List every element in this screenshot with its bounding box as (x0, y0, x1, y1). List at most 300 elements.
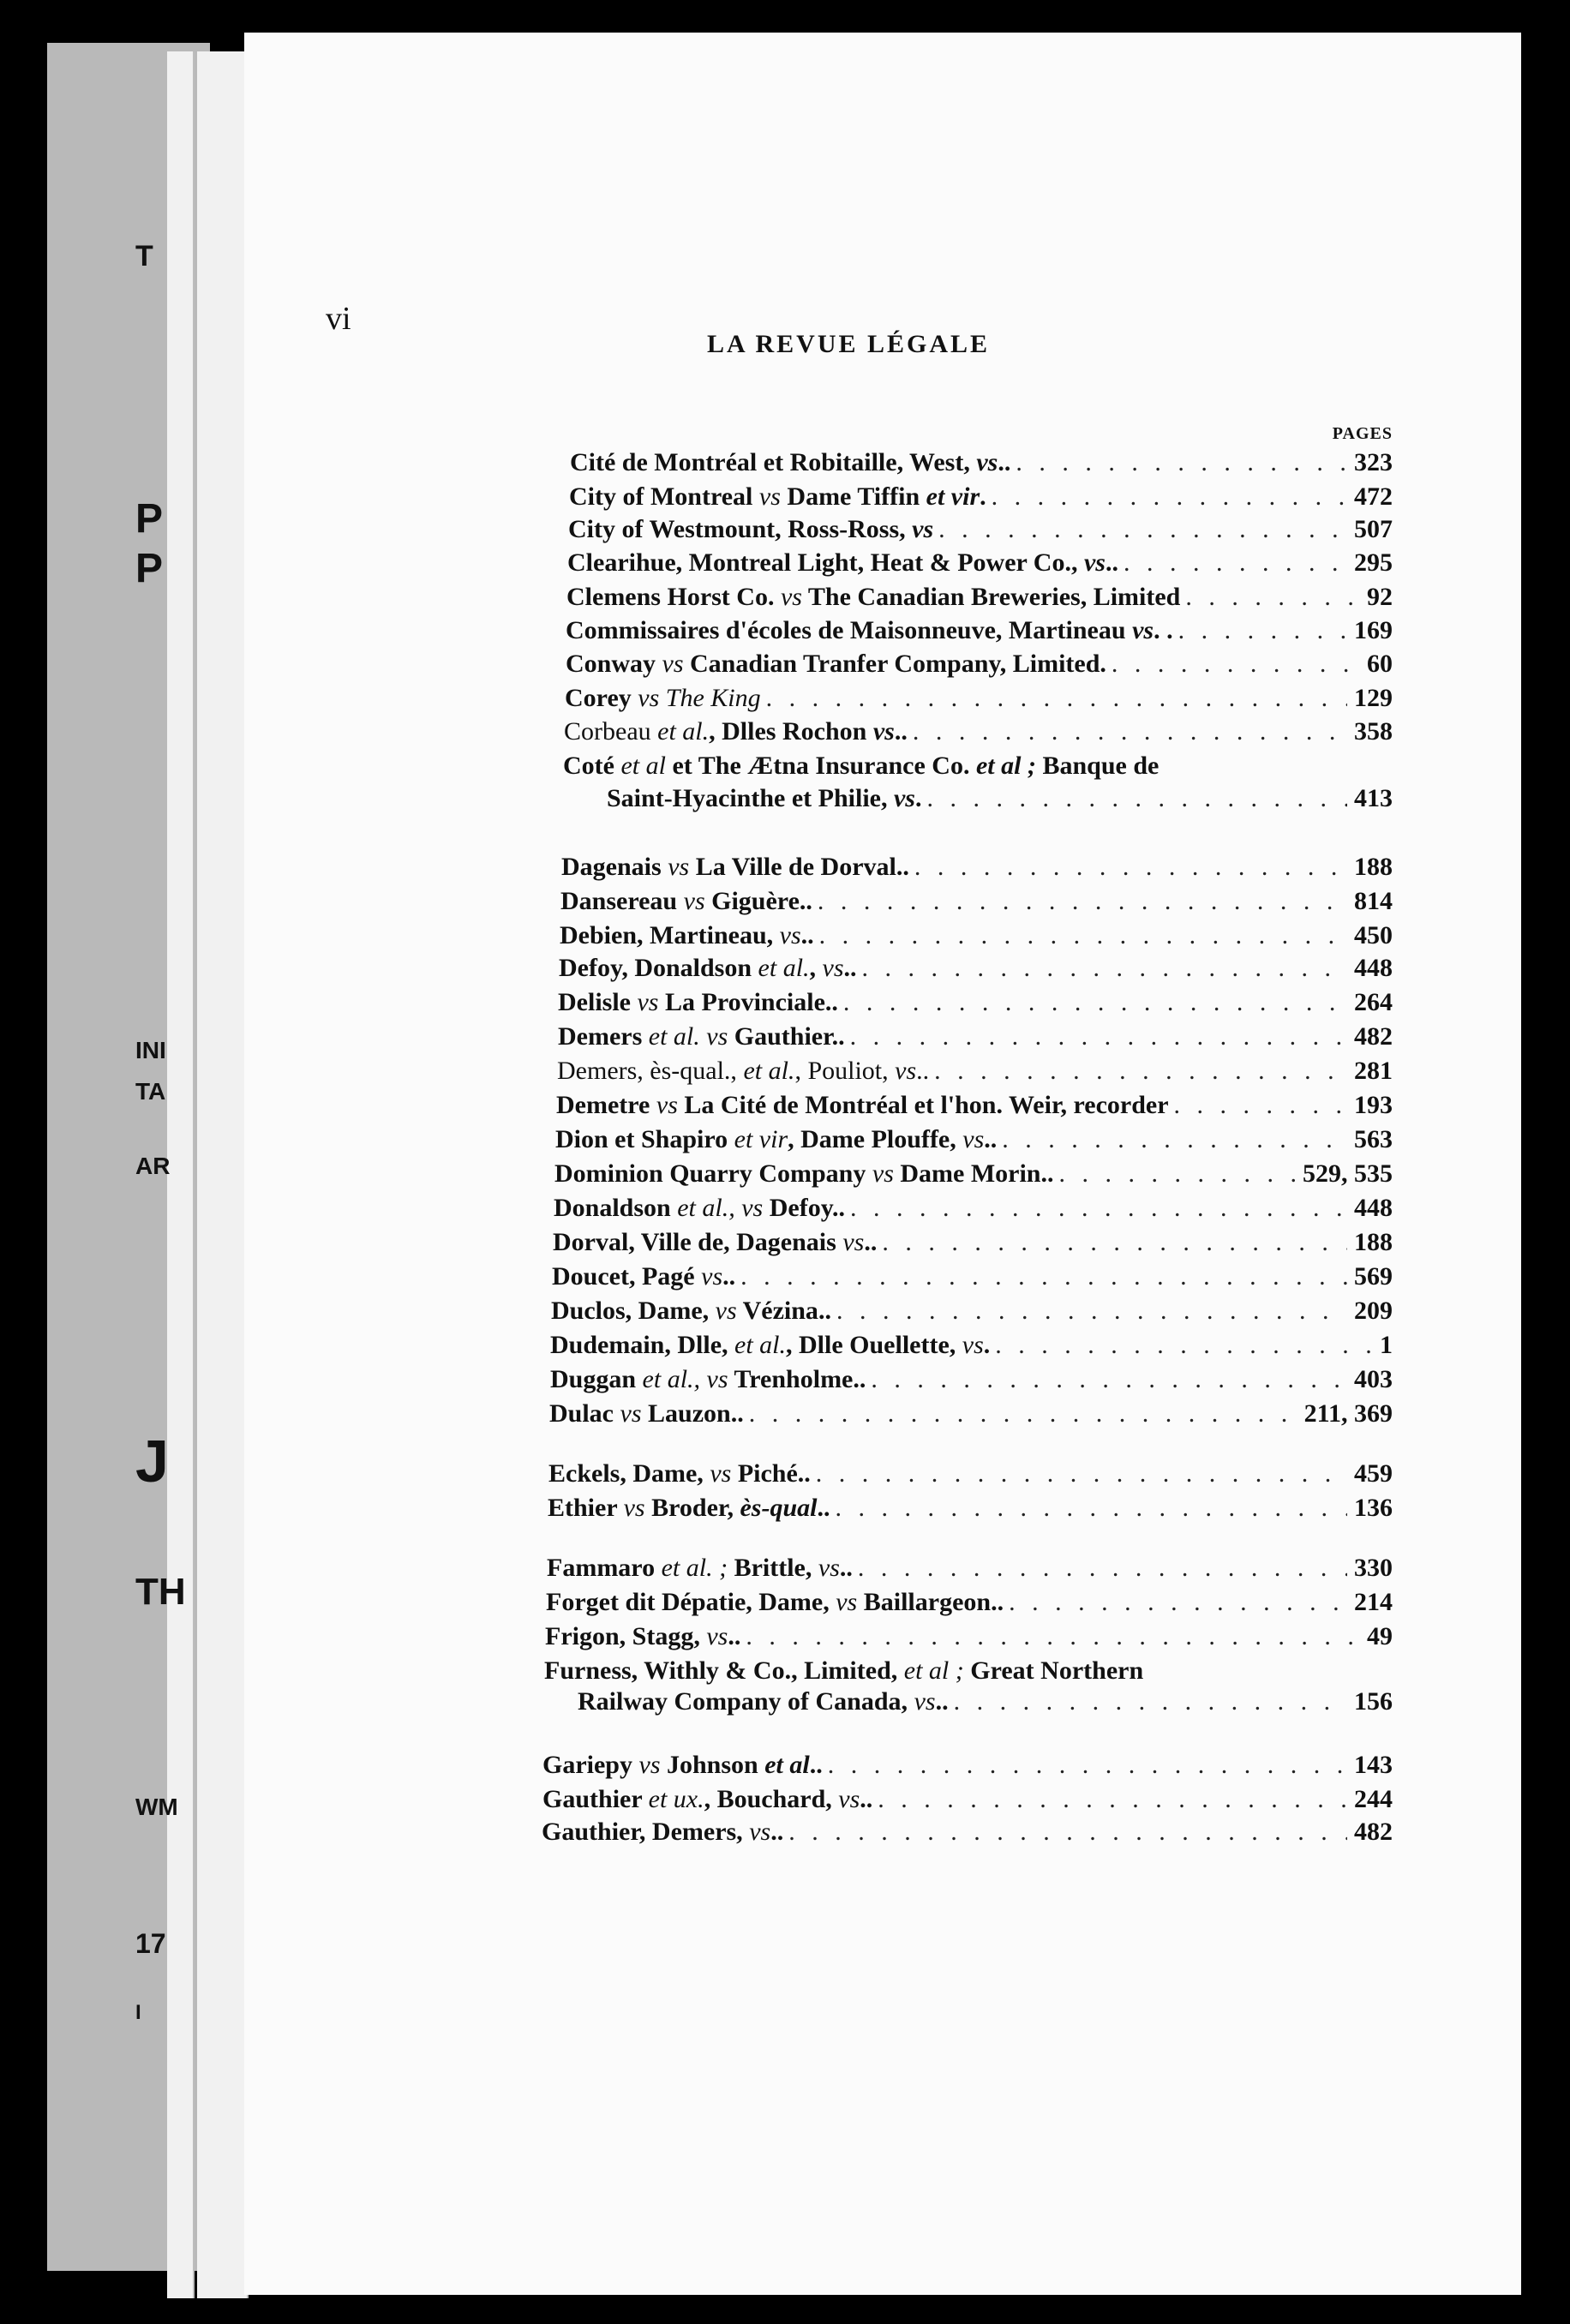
case-name-part: Piché (731, 1459, 798, 1488)
case-name-part: vs (962, 1331, 984, 1359)
case-name-part: .. (998, 448, 1011, 476)
page-reference: 211, 369 (1303, 1399, 1393, 1428)
case-name-part: .. (730, 1399, 744, 1428)
case-name-part: Gauthier (728, 1022, 832, 1051)
case-name-part: vs (715, 1297, 737, 1325)
case-name-part: .. (770, 1818, 784, 1846)
case-name-part: et al. (758, 954, 810, 982)
case-name-part: Eckels, Dame, (548, 1459, 710, 1488)
case-name-part: Dion et Shapiro (555, 1125, 734, 1153)
page-reference: 143 (1354, 1751, 1393, 1779)
case-name-part: .. (894, 717, 908, 746)
case-entry (566, 614, 1393, 648)
case-entry (565, 681, 1393, 716)
case-name-part: , Dlle Ouellette, (786, 1331, 962, 1359)
case-entry (550, 1328, 1393, 1363)
case-entry (567, 546, 1393, 580)
case-name (542, 1815, 783, 1849)
case-name-part: .. (824, 988, 838, 1016)
dot-leader (783, 1815, 1347, 1849)
case-name-part: vs (638, 1751, 661, 1779)
case-name-part: .. (799, 887, 812, 915)
page-reference: 529, 535 (1303, 1159, 1393, 1188)
case-name-part: vs (872, 717, 895, 746)
dot-leader (744, 1397, 1297, 1431)
case-entry (542, 1782, 1393, 1817)
case-name (550, 1363, 866, 1397)
case-name-part: , Dlles Rochon (709, 717, 873, 746)
page-reference: 92 (1367, 583, 1393, 611)
case-entry (578, 1685, 1393, 1719)
case-name-part: Dagenais (561, 853, 668, 881)
case-name-part: et al. (734, 1331, 787, 1359)
page-reference: 214 (1354, 1588, 1393, 1616)
dot-leader (872, 1782, 1347, 1817)
case-name-part: .. (843, 954, 857, 982)
dot-leader (845, 1020, 1347, 1054)
case-name-part: Gariepy (542, 1751, 639, 1779)
page-reference: 264 (1354, 988, 1393, 1016)
case-name-part: La Cité de Montréal et l'hon. Weir, recorder (677, 1091, 1169, 1119)
case-name (544, 1654, 1143, 1688)
case-name-part: .. (831, 1022, 845, 1051)
dot-leader (929, 1054, 1347, 1088)
page-reference: 450 (1354, 921, 1393, 949)
dot-leader (814, 919, 1347, 953)
page-reference: 60 (1367, 650, 1393, 678)
case-name-part: Trenholme (728, 1365, 854, 1393)
case-name (551, 1294, 831, 1328)
case-name (554, 1191, 845, 1225)
case-name-part: vs (976, 448, 998, 476)
case-name-part: .. (1040, 1159, 1054, 1188)
case-name-part: et al (620, 752, 666, 780)
case-name-part: La Provinciale (658, 988, 825, 1016)
left-page-fragment: TA (135, 1078, 166, 1105)
case-name-part: Johnson (660, 1751, 765, 1779)
dot-leader (823, 1748, 1347, 1782)
case-entry (566, 580, 1393, 614)
case-name-part: Gauthier (542, 1785, 649, 1813)
case-name-part: Dame Morin (893, 1159, 1041, 1188)
case-name-part: vs (701, 1262, 723, 1291)
case-name-part: City of Westmount, Ross-Ross, (568, 515, 913, 543)
case-name-part: Banque de (1035, 752, 1160, 780)
case-name-part: vs (1132, 616, 1154, 644)
case-entry (569, 480, 1393, 514)
case-name-part: Vézina (736, 1297, 818, 1325)
case-entry (560, 884, 1393, 919)
case-name-part: . . (1154, 616, 1173, 644)
case-name (550, 1328, 990, 1363)
case-name-part: et al (764, 1751, 810, 1779)
case-name-part: Defoy, Donaldson (559, 954, 758, 982)
dot-leader (908, 715, 1347, 749)
case-name-part: The Canadian Breweries, Limited (801, 583, 1181, 611)
running-title: LA REVUE LÉGALE (706, 330, 991, 358)
case-entry (570, 446, 1393, 480)
case-name-part: Canadian Tranfer Company, Limited (683, 650, 1100, 678)
case-name-part: et al., vs (677, 1194, 764, 1222)
case-name-part: vs (637, 988, 659, 1016)
case-name-part: Brittle, (728, 1554, 818, 1582)
case-entry (566, 647, 1393, 681)
page-reference: 448 (1354, 1194, 1393, 1222)
dot-leader (986, 480, 1347, 514)
page-reference: 814 (1354, 887, 1393, 915)
dot-leader (1173, 614, 1347, 648)
case-name-part: . (1100, 650, 1106, 678)
left-page-fragment: J (135, 1428, 169, 1494)
case-name-part: et vir (734, 1125, 788, 1153)
page-reference: 403 (1354, 1365, 1393, 1393)
case-entry (544, 1654, 1393, 1688)
case-name-part: Dominion Quarry Company (554, 1159, 872, 1188)
case-name-part: vs (912, 515, 934, 543)
case-name-part: et al. vs (648, 1022, 728, 1051)
case-name-part: Clearihue, Montreal Light, Heat & Power Co., (567, 548, 1084, 577)
case-name (560, 919, 814, 953)
case-name-part: Dudemain, Dlle, (550, 1331, 735, 1359)
case-name (566, 580, 1180, 614)
dot-leader (990, 1328, 1373, 1363)
page-reference: 482 (1354, 1818, 1393, 1846)
page-reference: 413 (1354, 784, 1393, 812)
dot-leader (857, 951, 1347, 985)
case-name-part: Saint-Hyacinthe et Philie, (607, 784, 894, 812)
case-name-part: vs (706, 1622, 728, 1650)
case-name-part: Conway (566, 650, 662, 678)
case-name-part: Debien, Martineau, (560, 921, 780, 949)
case-name-part: Clemens Horst Co. (566, 583, 781, 611)
page-reference: 295 (1354, 548, 1393, 577)
case-name (607, 782, 921, 816)
page-reference: 209 (1354, 1297, 1393, 1325)
case-name-part: vs (623, 1494, 645, 1522)
case-name-part: .. (860, 1785, 873, 1813)
page-reference: 49 (1367, 1622, 1393, 1650)
case-entry (568, 512, 1393, 547)
case-entry (548, 1457, 1393, 1491)
case-name-part: vs (1083, 548, 1106, 577)
case-entry (549, 1397, 1393, 1431)
case-name-part: Forget dit Dépatie, Dame, (546, 1588, 836, 1616)
page-reference: 281 (1354, 1057, 1393, 1085)
page-reference: 188 (1354, 1228, 1393, 1256)
case-name-part: et The Ætna Insurance Co. (665, 752, 976, 780)
case-name-part: Dulac (549, 1399, 620, 1428)
case-name-part: Railway Company of Canada, (578, 1687, 914, 1716)
case-name-part: Dansereau (560, 887, 684, 915)
dot-leader (740, 1620, 1360, 1654)
case-name-part: , Dame Plouffe, (788, 1125, 963, 1153)
case-name-part: vs (962, 1125, 985, 1153)
page-reference: 244 (1354, 1785, 1393, 1813)
left-page-fragment: P (135, 546, 164, 591)
page-reference: 169 (1354, 616, 1393, 644)
case-name-part: Doucet, Pagé (552, 1262, 702, 1291)
case-name-part: .. (818, 1297, 831, 1325)
dot-leader (1180, 580, 1360, 614)
case-name-part: .. (1105, 548, 1118, 577)
case-name-part: Delisle (558, 988, 638, 1016)
case-name-part: Broder, (644, 1494, 740, 1522)
case-name-part: Fammaro (547, 1554, 662, 1582)
page-reference: 323 (1354, 448, 1393, 476)
page-reference: 1 (1380, 1331, 1393, 1359)
case-name-part: .. (797, 1459, 811, 1488)
left-page-fragment: 17 (135, 1928, 166, 1959)
case-name-part: Corey (565, 684, 638, 712)
case-name (555, 1123, 997, 1157)
case-name-part: .. (817, 1494, 830, 1522)
case-entry (550, 1363, 1393, 1397)
case-name-part: .. (728, 1622, 741, 1650)
case-name-part: . (983, 1331, 991, 1359)
left-page-fragment: INI (135, 1037, 166, 1063)
case-name (559, 951, 857, 985)
left-page-fragment: I (135, 2001, 141, 2024)
case-name-part: Furness, Withly & Co., Limited, (544, 1656, 904, 1685)
dot-leader (830, 1491, 1347, 1525)
page-reference: 136 (1354, 1494, 1393, 1522)
case-name (563, 749, 1159, 783)
case-name (564, 715, 908, 749)
dot-leader (845, 1191, 1347, 1225)
case-name-part: vs (842, 1228, 865, 1256)
case-name-part: vs (838, 1785, 860, 1813)
case-name-part: Demers (558, 1022, 649, 1051)
case-entry (564, 715, 1393, 749)
case-name (558, 1020, 845, 1054)
page-reference: 188 (1354, 853, 1393, 881)
dot-leader (1106, 647, 1360, 681)
case-name-part: vs (668, 853, 690, 881)
page-reference: 358 (1354, 717, 1393, 746)
case-name (548, 1457, 811, 1491)
case-name-part: .. (853, 1365, 866, 1393)
case-name-part: .. (896, 853, 909, 881)
case-name-part: .. (864, 1228, 878, 1256)
case-name-part: Defoy (763, 1194, 833, 1222)
dot-leader (877, 1225, 1347, 1260)
case-name-part: Giguère (704, 887, 800, 915)
page-reference: 507 (1354, 515, 1393, 543)
case-entry (552, 1260, 1393, 1294)
case-entry (553, 1225, 1393, 1260)
case-name-part: et al ; (975, 752, 1036, 780)
page-reference: 193 (1354, 1091, 1393, 1119)
case-name-part: vs (822, 954, 844, 982)
case-name-part: Lauzon (641, 1399, 731, 1428)
case-name-part: Demers, ès-qual., (557, 1057, 744, 1085)
case-name-part: .. (991, 1588, 1004, 1616)
case-name-part: Coté (563, 752, 621, 780)
case-name-part: vs (893, 784, 915, 812)
case-name (547, 1551, 853, 1585)
dot-leader (933, 512, 1347, 547)
case-name-part: vs (779, 921, 801, 949)
case-name (566, 647, 1106, 681)
case-entry (551, 1294, 1393, 1328)
case-name (552, 1260, 735, 1294)
case-name-part: vs (749, 1818, 771, 1846)
case-name-part: et al. ; (661, 1554, 728, 1582)
case-name-part: vs (710, 1459, 732, 1488)
case-name-part: Commissaires d'écoles de Maisonneuve, Martineau (566, 616, 1133, 644)
case-entry (554, 1157, 1393, 1191)
page-reference: 563 (1354, 1125, 1393, 1153)
case-name-part: vs (662, 650, 684, 678)
case-name-part: Dorval, Ville de, Dagenais (553, 1228, 843, 1256)
dot-leader (853, 1551, 1347, 1585)
case-name (569, 480, 986, 514)
case-name-part: Baillargeon (857, 1588, 992, 1616)
case-entry (554, 1191, 1393, 1225)
page-reference: 569 (1354, 1262, 1393, 1291)
case-entry (559, 951, 1393, 985)
case-name (554, 1157, 1054, 1191)
dot-leader (1010, 446, 1347, 480)
case-name-part: City of Montreal (569, 482, 759, 511)
page-reference: 459 (1354, 1459, 1393, 1488)
dot-leader (811, 1457, 1347, 1491)
case-name-part: Corbeau (564, 717, 658, 746)
page-reference: 482 (1354, 1022, 1393, 1051)
dot-leader (812, 884, 1347, 919)
case-name-part: et al ; (903, 1656, 964, 1685)
case-name-part: .. (722, 1262, 736, 1291)
case-name (565, 681, 761, 716)
case-name-part: Great Northern (963, 1656, 1144, 1685)
case-name-part: vs (758, 482, 781, 511)
left-page-fragment: TH (135, 1571, 186, 1613)
case-name-part: et vir (926, 482, 980, 511)
case-entry (542, 1815, 1393, 1849)
case-name-part: Donaldson (554, 1194, 678, 1222)
case-name (548, 1491, 830, 1525)
case-entry (555, 1123, 1393, 1157)
dot-leader (761, 681, 1347, 716)
case-name-part: Duggan (550, 1365, 643, 1393)
left-page-fragment: WM (135, 1794, 178, 1820)
case-name-part: et al. (657, 717, 710, 746)
dot-leader (1118, 546, 1347, 580)
case-name-part: . (980, 482, 986, 511)
case-name-part: vs (914, 1687, 936, 1716)
case-entry (557, 1054, 1393, 1088)
case-name-part: vs (620, 1399, 642, 1428)
case-name (578, 1685, 949, 1719)
case-entry (556, 1088, 1393, 1123)
case-name-part: et al. (743, 1057, 795, 1085)
dot-leader (838, 985, 1347, 1020)
case-name-part: Gauthier, Demers, (542, 1818, 750, 1846)
case-name-part: , (809, 954, 823, 982)
case-entry (563, 749, 1393, 783)
page-reference: 448 (1354, 954, 1393, 982)
case-name (557, 1054, 929, 1088)
case-entry (542, 1748, 1393, 1782)
dot-leader (921, 782, 1347, 816)
case-name (566, 614, 1173, 648)
case-entry (547, 1551, 1393, 1585)
case-name (567, 546, 1118, 580)
case-name (553, 1225, 877, 1260)
case-name-part: vs (818, 1554, 840, 1582)
left-page-fragment: AR (135, 1153, 171, 1179)
case-entry (561, 850, 1393, 884)
case-entry (560, 919, 1393, 953)
case-name-part: . (914, 784, 922, 812)
case-name-part: Dame Tiffin (780, 482, 926, 511)
dot-leader (949, 1685, 1347, 1719)
case-entry (558, 985, 1393, 1020)
case-name (561, 850, 909, 884)
case-name-part: .. (916, 1057, 930, 1085)
case-name (545, 1620, 740, 1654)
left-page-fragment: T (135, 240, 153, 273)
case-name-part: Cité de Montréal et Robitaille, West, (570, 448, 977, 476)
case-name-part: et al., vs (642, 1365, 728, 1393)
case-name-part: ès-qual (740, 1494, 818, 1522)
case-name-part: Demetre (556, 1091, 656, 1119)
case-name-part: vs (872, 1159, 894, 1188)
case-name-part: , Bouchard, (704, 1785, 839, 1813)
case-name-part: Ethier (548, 1494, 624, 1522)
case-entry (548, 1491, 1393, 1525)
page-reference: 129 (1354, 684, 1393, 712)
case-name (542, 1782, 872, 1817)
case-name-part: vs (836, 1588, 858, 1616)
case-name (560, 884, 812, 919)
dot-leader (1004, 1585, 1347, 1620)
case-name (546, 1585, 1004, 1620)
dot-leader (1054, 1157, 1297, 1191)
case-name-part: vs The King (638, 684, 761, 712)
dot-leader (1169, 1088, 1347, 1123)
case-name (558, 985, 838, 1020)
case-name (549, 1397, 744, 1431)
left-page-fragment: P (135, 496, 164, 542)
dot-leader (735, 1260, 1347, 1294)
case-name-part: La Ville de Dorval (689, 853, 896, 881)
case-name-part: vs (656, 1091, 678, 1119)
case-entry (558, 1020, 1393, 1054)
case-name-part: .. (809, 1751, 823, 1779)
case-name (542, 1748, 823, 1782)
case-name-part: et ux. (648, 1785, 704, 1813)
case-entry (545, 1620, 1393, 1654)
case-name-part: .. (984, 1125, 998, 1153)
case-name-part: vs (780, 583, 802, 611)
dot-leader (909, 850, 1347, 884)
case-name-part: .. (832, 1194, 846, 1222)
case-name-part: vs (683, 887, 705, 915)
case-name (570, 446, 1010, 480)
pages-column-label: PAGES (1332, 424, 1393, 443)
dot-leader (831, 1294, 1347, 1328)
dot-leader (866, 1363, 1347, 1397)
dot-leader (997, 1123, 1347, 1157)
page-reference: 330 (1354, 1554, 1393, 1582)
case-name-part: , Pouliot, (794, 1057, 896, 1085)
case-name-part: vs (895, 1057, 917, 1085)
page-number: vi (326, 301, 351, 337)
case-name-part: Duclos, Dame, (551, 1297, 716, 1325)
case-entry (546, 1585, 1393, 1620)
case-name-part: .. (839, 1554, 853, 1582)
